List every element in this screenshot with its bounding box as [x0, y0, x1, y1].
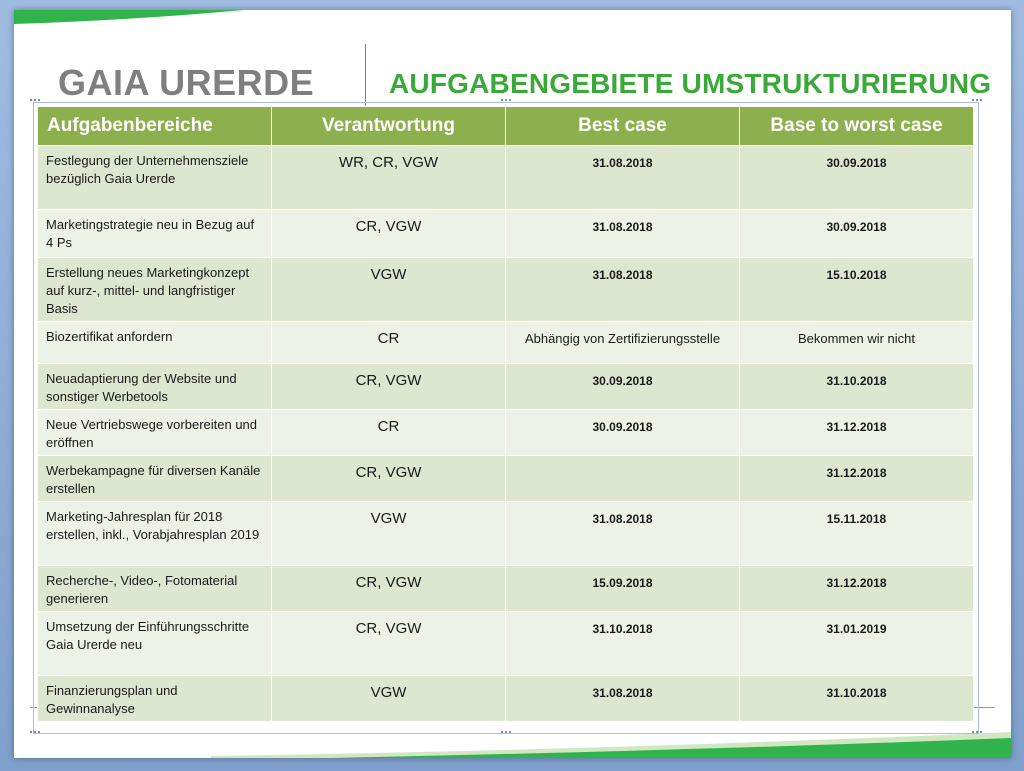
table-row [38, 566, 974, 612]
responsibility-cell[interactable]: CR, VGW [272, 210, 506, 258]
worst-case-cell[interactable]: 31.01.2019 [740, 612, 974, 676]
table-row [38, 676, 974, 722]
worst-case-cell[interactable]: 31.12.2018 [740, 410, 974, 456]
column-header-base-to-worst-case[interactable]: Base to worst case [740, 107, 974, 146]
table-row [38, 364, 974, 410]
best-case-cell[interactable]: 30.09.2018 [506, 364, 740, 410]
column-header-aufgabenbereiche[interactable]: Aufgabenbereiche [38, 107, 272, 146]
best-case-cell[interactable]: 15.09.2018 [506, 566, 740, 612]
resize-handle-bottom-right[interactable] [972, 731, 982, 737]
best-case-cell[interactable]: Abhängig von Zertifizierungsstelle [506, 322, 740, 364]
worst-case-cell[interactable]: Bekommen wir nicht [740, 322, 974, 364]
best-case-cell[interactable]: 31.08.2018 [506, 676, 740, 722]
company-title: GAIA URERDE [58, 62, 315, 103]
column-header-verantwortung[interactable]: Verantwortung [272, 107, 506, 146]
resize-handle-top[interactable] [501, 99, 511, 105]
table-row [38, 210, 974, 258]
responsibility-cell[interactable]: CR, VGW [272, 456, 506, 502]
responsibility-cell[interactable]: VGW [272, 502, 506, 566]
task-cell[interactable]: Werbekampagne für diversen Kanäle erstellen [38, 456, 272, 502]
task-cell[interactable]: Festlegung der Unternehmensziele bezüglich Gaia Urerde [38, 146, 272, 210]
worst-case-cell[interactable]: 31.12.2018 [740, 566, 974, 612]
task-table[interactable] [37, 106, 974, 722]
resize-handle-top-right[interactable] [972, 99, 982, 105]
best-case-cell[interactable]: 31.08.2018 [506, 258, 740, 322]
task-cell[interactable]: Marketing-Jahresplan für 2018 erstellen, inkl., Vorabjahresplan 2019 [38, 502, 272, 566]
responsibility-cell[interactable]: VGW [272, 258, 506, 322]
worst-case-cell[interactable]: 31.12.2018 [740, 456, 974, 502]
worst-case-cell[interactable]: 31.10.2018 [740, 364, 974, 410]
table-row [38, 146, 974, 210]
best-case-cell[interactable]: 31.08.2018 [506, 146, 740, 210]
task-cell[interactable]: Biozertifikat anfordern [38, 322, 272, 364]
resize-handle-bottom[interactable] [501, 731, 511, 737]
task-cell[interactable]: Recherche-, Video-, Fotomaterial generieren [38, 566, 272, 612]
table-header-row [38, 107, 974, 146]
responsibility-cell[interactable]: CR, VGW [272, 612, 506, 676]
task-cell[interactable]: Umsetzung der Einführungsschritte Gaia Urerde neu [38, 612, 272, 676]
table-row [38, 410, 974, 456]
table-row [38, 502, 974, 566]
task-cell[interactable]: Neuadaptierung der Website und sonstiger Werbetools [38, 364, 272, 410]
worst-case-cell[interactable]: 31.10.2018 [740, 676, 974, 722]
best-case-cell[interactable]: 31.08.2018 [506, 210, 740, 258]
resize-handle-top-left[interactable] [30, 99, 40, 105]
responsibility-cell[interactable]: WR, CR, VGW [272, 146, 506, 210]
task-cell[interactable]: Neue Vertriebswege vorbereiten und eröffnen [38, 410, 272, 456]
task-cell[interactable]: Finanzierungsplan und Gewinnanalyse [38, 676, 272, 722]
task-cell[interactable]: Erstellung neues Marketingkonzept auf kurz-, mittel- und langfristiger Basis [38, 258, 272, 322]
resize-handle-bottom-left[interactable] [30, 731, 40, 737]
responsibility-cell[interactable]: VGW [272, 676, 506, 722]
table-row [38, 322, 974, 364]
responsibility-cell[interactable]: CR [272, 410, 506, 456]
responsibility-cell[interactable]: CR [272, 322, 506, 364]
column-header-best-case[interactable]: Best case [506, 107, 740, 146]
table-row [38, 456, 974, 502]
worst-case-cell[interactable]: 15.11.2018 [740, 502, 974, 566]
worst-case-cell[interactable]: 30.09.2018 [740, 146, 974, 210]
best-case-cell[interactable]: 31.10.2018 [506, 612, 740, 676]
best-case-cell[interactable]: 30.09.2018 [506, 410, 740, 456]
task-cell[interactable]: Marketingstrategie neu in Bezug auf 4 Ps [38, 210, 272, 258]
table-row [38, 258, 974, 322]
best-case-cell[interactable]: 31.08.2018 [506, 502, 740, 566]
best-case-cell[interactable] [506, 456, 740, 502]
worst-case-cell[interactable]: 15.10.2018 [740, 258, 974, 322]
table-row [38, 612, 974, 676]
top-swoosh-decoration [14, 10, 244, 24]
responsibility-cell[interactable]: CR, VGW [272, 566, 506, 612]
responsibility-cell[interactable]: CR, VGW [272, 364, 506, 410]
worst-case-cell[interactable]: 30.09.2018 [740, 210, 974, 258]
slide-title: AUFGABENGEBIETE UMSTRUKTURIERUNG [389, 68, 992, 99]
